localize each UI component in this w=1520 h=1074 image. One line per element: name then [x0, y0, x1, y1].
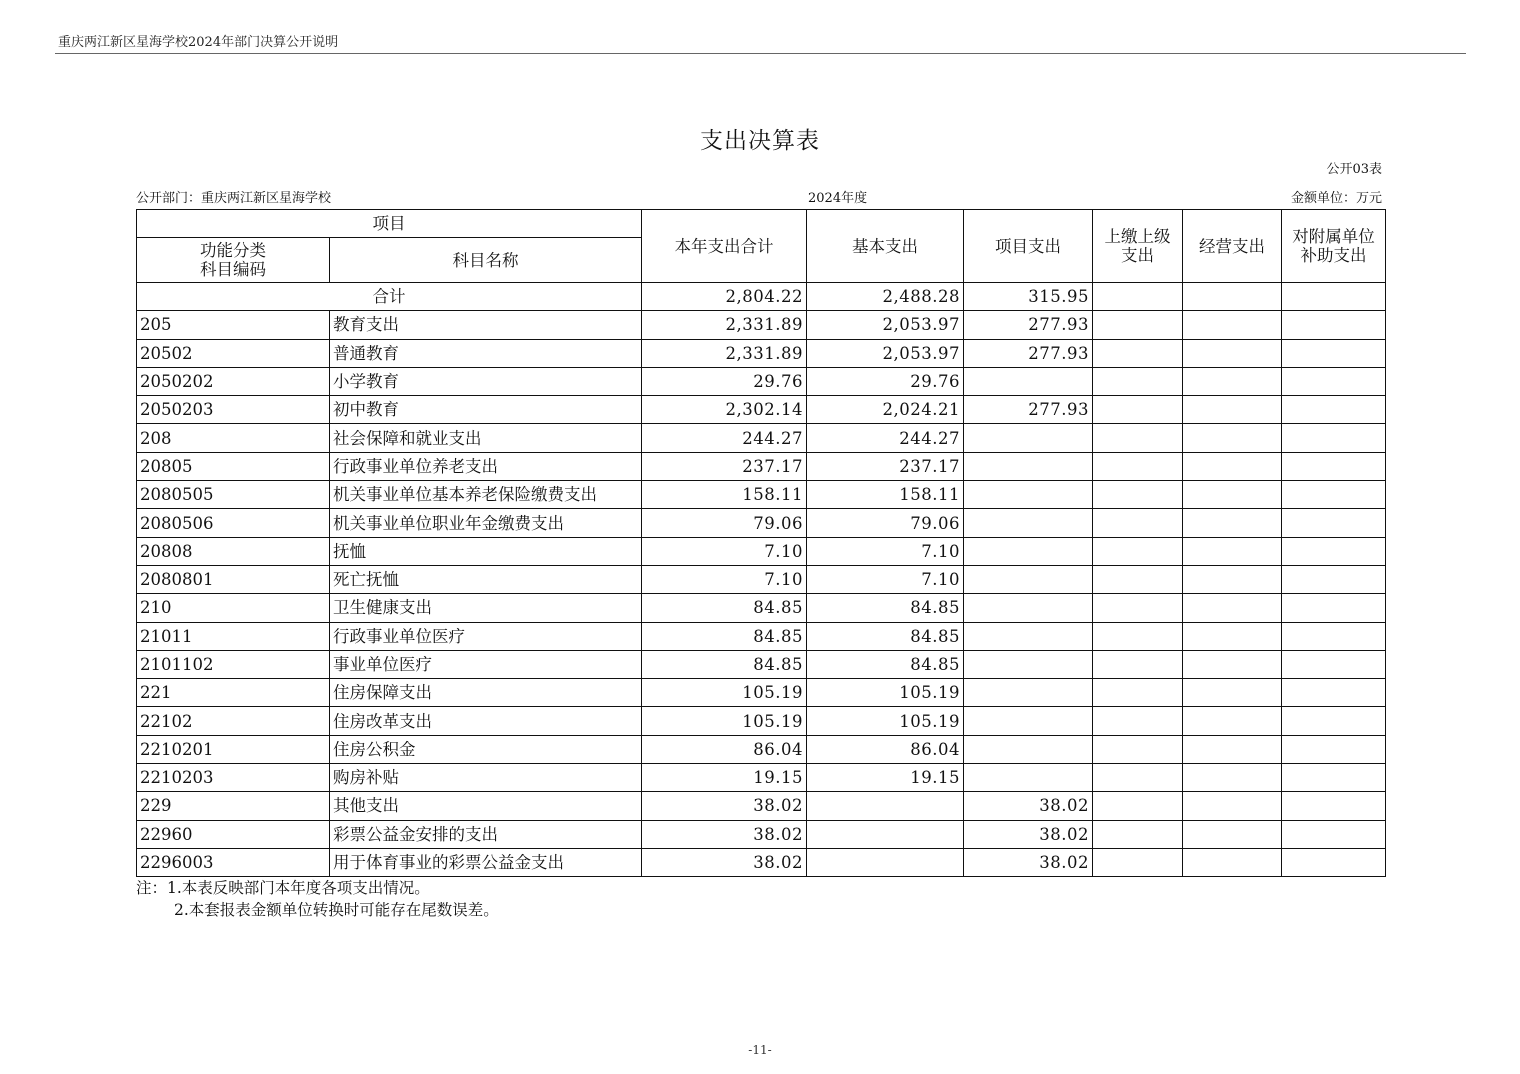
row-basic: 84.85	[807, 650, 964, 678]
row-code: 210	[137, 594, 330, 622]
row-code: 208	[137, 424, 330, 452]
row-business	[1183, 594, 1282, 622]
row-subsidy	[1282, 367, 1386, 395]
row-basic	[807, 820, 964, 848]
row-subsidy	[1282, 735, 1386, 763]
row-code: 20502	[137, 339, 330, 367]
row-basic: 2,053.97	[807, 339, 964, 367]
row-total: 237.17	[642, 452, 807, 480]
row-code: 2210203	[137, 764, 330, 792]
row-basic: 29.76	[807, 367, 964, 395]
header-subsidy-line1: 对附属单位	[1292, 227, 1375, 246]
row-remit	[1093, 820, 1183, 848]
row-name: 用于体育事业的彩票公益金支出	[330, 848, 642, 876]
row-remit	[1093, 792, 1183, 820]
row-business	[1183, 820, 1282, 848]
row-basic: 7.10	[807, 537, 964, 565]
row-subsidy	[1282, 481, 1386, 509]
row-project	[964, 594, 1093, 622]
row-basic: 105.19	[807, 707, 964, 735]
row-total: 79.06	[642, 509, 807, 537]
row-project	[964, 565, 1093, 593]
row-name: 事业单位医疗	[330, 650, 642, 678]
row-subsidy	[1282, 339, 1386, 367]
row-name: 教育支出	[330, 311, 642, 339]
row-total: 7.10	[642, 565, 807, 593]
row-name: 住房公积金	[330, 735, 642, 763]
table-row	[137, 792, 1386, 820]
row-total: 19.15	[642, 764, 807, 792]
row-code: 2296003	[137, 848, 330, 876]
page-title: 支出决算表	[700, 128, 820, 154]
row-remit	[1093, 396, 1183, 424]
row-code: 2080505	[137, 481, 330, 509]
row-project	[964, 424, 1093, 452]
row-remit	[1093, 650, 1183, 678]
row-total: 2,331.89	[642, 311, 807, 339]
header-remit-line2: 支出	[1121, 246, 1154, 265]
table-row	[137, 594, 1386, 622]
header-code-line1: 功能分类	[200, 241, 266, 260]
row-code: 2050202	[137, 367, 330, 395]
header-code-line2: 科目编码	[200, 260, 266, 279]
table-row	[137, 622, 1386, 650]
header-basic: 基本支出	[807, 210, 964, 283]
row-total: 84.85	[642, 622, 807, 650]
header-rule	[55, 53, 1466, 54]
row-basic: 84.85	[807, 622, 964, 650]
row-code: 2080801	[137, 565, 330, 593]
footnote-1: 注：1.本表反映部门本年度各项支出情况。	[136, 879, 430, 897]
row-subsidy	[1282, 396, 1386, 424]
row-basic: 105.19	[807, 679, 964, 707]
table-row	[137, 764, 1386, 792]
header-subsidy	[1282, 210, 1386, 283]
row-code: 21011	[137, 622, 330, 650]
row-name: 彩票公益金安排的支出	[330, 820, 642, 848]
row-code: 20808	[137, 537, 330, 565]
row-code: 2050203	[137, 396, 330, 424]
row-project	[964, 481, 1093, 509]
running-header: 重庆两江新区星海学校2024年部门决算公开说明	[58, 35, 339, 50]
row-subsidy	[1282, 764, 1386, 792]
row-basic: 86.04	[807, 735, 964, 763]
row-business	[1183, 622, 1282, 650]
row-remit	[1093, 764, 1183, 792]
table-row	[137, 707, 1386, 735]
total-basic: 2,488.28	[807, 283, 964, 311]
table-row	[137, 367, 1386, 395]
row-project	[964, 452, 1093, 480]
row-subsidy	[1282, 509, 1386, 537]
row-basic: 158.11	[807, 481, 964, 509]
row-name: 普通教育	[330, 339, 642, 367]
row-project: 38.02	[964, 848, 1093, 876]
row-basic: 2,053.97	[807, 311, 964, 339]
table-row	[137, 481, 1386, 509]
total-subsidy	[1282, 283, 1386, 311]
row-name: 死亡抚恤	[330, 565, 642, 593]
row-total: 158.11	[642, 481, 807, 509]
row-basic: 7.10	[807, 565, 964, 593]
row-business	[1183, 792, 1282, 820]
total-business	[1183, 283, 1282, 311]
row-project	[964, 679, 1093, 707]
row-subsidy	[1282, 679, 1386, 707]
row-business	[1183, 707, 1282, 735]
row-business	[1183, 396, 1282, 424]
row-total: 38.02	[642, 848, 807, 876]
row-name: 机关事业单位基本养老保险缴费支出	[330, 481, 642, 509]
row-name: 社会保障和就业支出	[330, 424, 642, 452]
row-subsidy	[1282, 452, 1386, 480]
row-total: 38.02	[642, 820, 807, 848]
row-basic: 84.85	[807, 594, 964, 622]
table-meta	[136, 187, 1384, 205]
fiscal-year-label: 2024年度	[808, 191, 868, 206]
row-basic: 79.06	[807, 509, 964, 537]
row-remit	[1093, 735, 1183, 763]
total-label: 合计	[137, 283, 642, 311]
row-business	[1183, 481, 1282, 509]
row-total: 38.02	[642, 792, 807, 820]
row-business	[1183, 509, 1282, 537]
row-business	[1183, 735, 1282, 763]
header-remit-line1: 上缴上级	[1104, 227, 1171, 246]
row-business	[1183, 339, 1282, 367]
row-total: 2,302.14	[642, 396, 807, 424]
row-total: 29.76	[642, 367, 807, 395]
table-row	[137, 537, 1386, 565]
row-name: 抚恤	[330, 537, 642, 565]
row-code: 2080506	[137, 509, 330, 537]
row-remit	[1093, 565, 1183, 593]
row-total: 105.19	[642, 679, 807, 707]
header-code	[137, 238, 330, 283]
table-row	[137, 509, 1386, 537]
row-code: 205	[137, 311, 330, 339]
row-subsidy	[1282, 537, 1386, 565]
table-row	[137, 424, 1386, 452]
table-row	[137, 339, 1386, 367]
row-project	[964, 537, 1093, 565]
row-remit	[1093, 339, 1183, 367]
row-remit	[1093, 848, 1183, 876]
table-row	[137, 735, 1386, 763]
row-subsidy	[1282, 707, 1386, 735]
row-business	[1183, 764, 1282, 792]
table-row	[137, 650, 1386, 678]
row-name: 卫生健康支出	[330, 594, 642, 622]
row-project	[964, 367, 1093, 395]
row-code: 22102	[137, 707, 330, 735]
row-project: 38.02	[964, 820, 1093, 848]
header-name: 科目名称	[330, 238, 642, 283]
table-row	[137, 820, 1386, 848]
row-remit	[1093, 594, 1183, 622]
row-code: 229	[137, 792, 330, 820]
row-project	[964, 622, 1093, 650]
row-remit	[1093, 707, 1183, 735]
row-subsidy	[1282, 424, 1386, 452]
page-number: -11-	[748, 1043, 772, 1057]
row-business	[1183, 848, 1282, 876]
row-total: 2,331.89	[642, 339, 807, 367]
header-business: 经营支出	[1183, 210, 1282, 283]
row-code: 221	[137, 679, 330, 707]
header-project: 项目支出	[964, 210, 1093, 283]
row-subsidy	[1282, 848, 1386, 876]
row-code: 2101102	[137, 650, 330, 678]
row-project	[964, 707, 1093, 735]
row-subsidy	[1282, 820, 1386, 848]
header-remit	[1093, 210, 1183, 283]
row-code: 2210201	[137, 735, 330, 763]
row-code: 20805	[137, 452, 330, 480]
row-basic: 2,024.21	[807, 396, 964, 424]
row-project: 277.93	[964, 311, 1093, 339]
row-basic	[807, 848, 964, 876]
row-subsidy	[1282, 565, 1386, 593]
row-code: 22960	[137, 820, 330, 848]
table-row	[137, 565, 1386, 593]
row-total: 84.85	[642, 650, 807, 678]
table-row	[137, 396, 1386, 424]
row-name: 购房补贴	[330, 764, 642, 792]
row-total: 7.10	[642, 537, 807, 565]
row-remit	[1093, 622, 1183, 650]
row-business	[1183, 565, 1282, 593]
table-row	[137, 311, 1386, 339]
row-project: 277.93	[964, 339, 1093, 367]
row-subsidy	[1282, 622, 1386, 650]
row-project: 277.93	[964, 396, 1093, 424]
row-remit	[1093, 537, 1183, 565]
row-remit	[1093, 679, 1183, 707]
row-name: 小学教育	[330, 367, 642, 395]
form-number: 公开03表	[1326, 162, 1382, 177]
row-remit	[1093, 481, 1183, 509]
header-item: 项目	[137, 210, 642, 238]
row-business	[1183, 679, 1282, 707]
row-business	[1183, 650, 1282, 678]
row-name: 其他支出	[330, 792, 642, 820]
row-name: 住房改革支出	[330, 707, 642, 735]
row-subsidy	[1282, 594, 1386, 622]
header-total: 本年支出合计	[642, 210, 807, 283]
expenditure-table	[136, 209, 1386, 877]
row-total: 86.04	[642, 735, 807, 763]
row-project: 38.02	[964, 792, 1093, 820]
row-project	[964, 509, 1093, 537]
total-remit	[1093, 283, 1183, 311]
footnote-2: 2.本套报表金额单位转换时可能存在尾数误差。	[174, 901, 499, 919]
row-subsidy	[1282, 311, 1386, 339]
row-basic: 237.17	[807, 452, 964, 480]
amount-unit-label: 金额单位：万元	[1290, 191, 1382, 206]
row-total: 84.85	[642, 594, 807, 622]
table-row	[137, 452, 1386, 480]
row-project	[964, 735, 1093, 763]
row-name: 机关事业单位职业年金缴费支出	[330, 509, 642, 537]
footnotes	[136, 877, 499, 921]
row-name: 行政事业单位医疗	[330, 622, 642, 650]
department-label: 公开部门：重庆两江新区星海学校	[136, 191, 332, 206]
row-remit	[1093, 424, 1183, 452]
row-business	[1183, 537, 1282, 565]
table-row	[137, 679, 1386, 707]
row-business	[1183, 424, 1282, 452]
row-total: 105.19	[642, 707, 807, 735]
row-name: 住房保障支出	[330, 679, 642, 707]
row-business	[1183, 367, 1282, 395]
row-subsidy	[1282, 792, 1386, 820]
row-remit	[1093, 509, 1183, 537]
total-project: 315.95	[964, 283, 1093, 311]
row-business	[1183, 311, 1282, 339]
row-name: 行政事业单位养老支出	[330, 452, 642, 480]
total-row	[137, 283, 1386, 311]
total-amount: 2,804.22	[642, 283, 807, 311]
row-remit	[1093, 311, 1183, 339]
table-row	[137, 848, 1386, 876]
row-project	[964, 764, 1093, 792]
row-basic: 244.27	[807, 424, 964, 452]
row-project	[964, 650, 1093, 678]
row-business	[1183, 452, 1282, 480]
header-subsidy-line2: 补助支出	[1300, 246, 1367, 265]
row-subsidy	[1282, 650, 1386, 678]
row-remit	[1093, 452, 1183, 480]
row-total: 244.27	[642, 424, 807, 452]
row-name: 初中教育	[330, 396, 642, 424]
row-basic: 19.15	[807, 764, 964, 792]
row-basic	[807, 792, 964, 820]
row-remit	[1093, 367, 1183, 395]
